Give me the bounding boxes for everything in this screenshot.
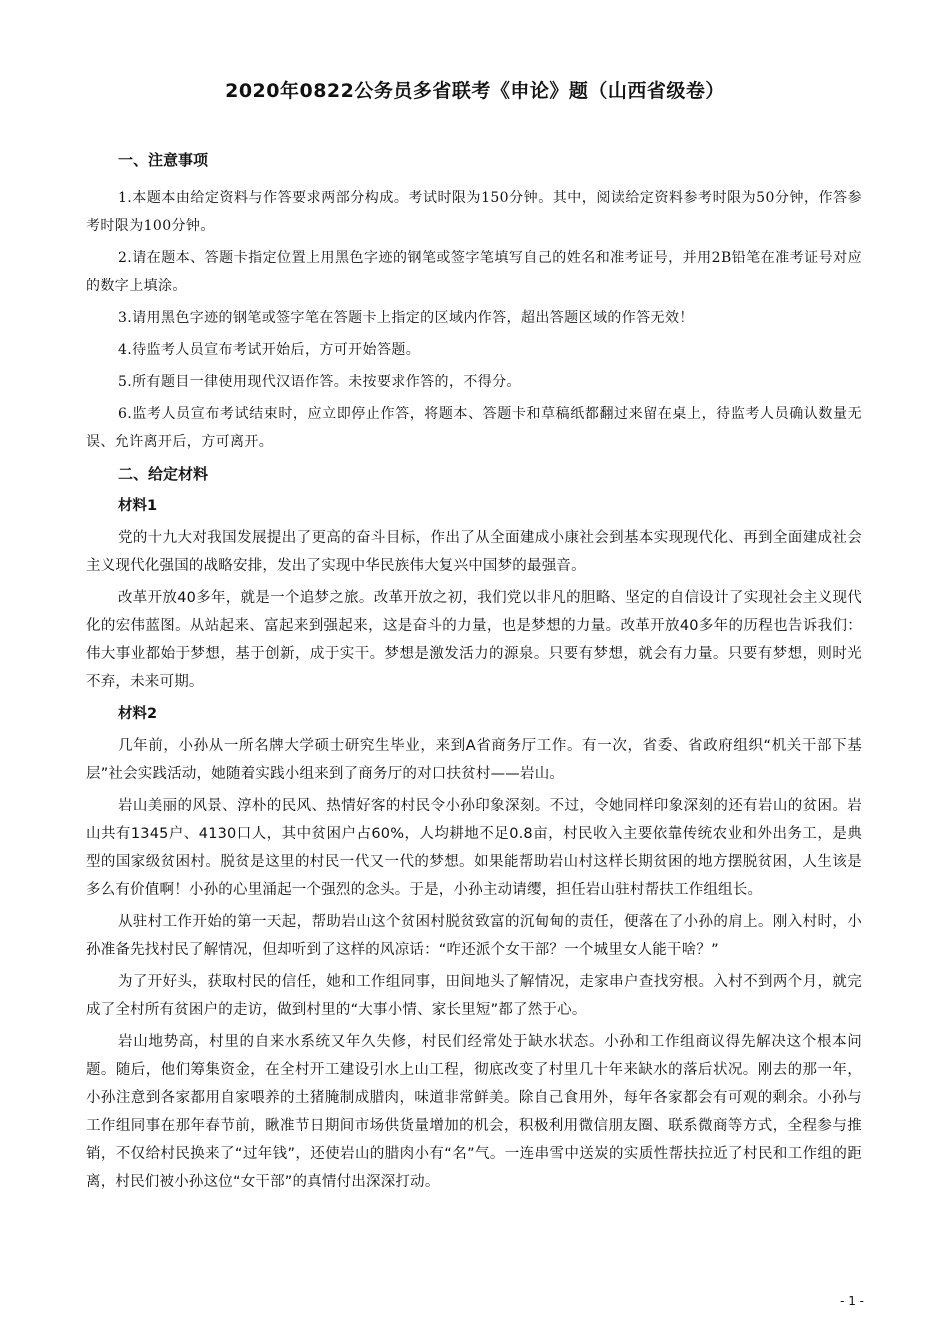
document-title: 2020年0822公务员多省联考《申论》题（山西省级卷） <box>225 80 725 102</box>
notes-heading: 一、注意事项 <box>118 151 209 169</box>
note-item-6: 6.监考人员宣布考试结束时，应立即停止作答，将题本、答题卡和草稿纸都翻过来留在桌上，待监考人员确认数量无误、允许离开后，方可离开。 <box>86 406 862 450</box>
material-2-para-4: 为了开好头，获取村民的信任，她和工作组同事，田间地头了解情况，走家串户查找穷根。入村不到两个月，就完成了全村所有贫困户的走访，做到村里的“大事小情、家长里短”都了然于心。 <box>86 974 862 1018</box>
material-1-label: 材料1 <box>118 498 158 514</box>
note-item-1: 1.本题本由给定资料与作答要求两部分构成。考试时限为150分钟。其中，阅读给定资料参考时限为50分钟，作答参考时限为100分钟。 <box>86 190 862 234</box>
notes-section <box>86 146 862 456</box>
note-item-4: 4.待监考人员宣布考试开始后，方可开始答题。 <box>118 342 421 358</box>
material-2-para-2: 岩山美丽的风景、淳朴的民风、热情好客的村民令小孙印象深刻。不过，令她同样印象深刻的还有岩山的贫困。岩山共有1345户、4130口人，其中贫困户占60%，人均耕地不足0.8亩，村民收入主要依靠传统农业和外出务工，是典型的国家级贫困村。脱贫是这里的村民一代又一代的梦想。如果能帮助岩山村这样长期贫困的地方摆脱贫困，人生该是多么有价值啊！小孙的心里涌起一个强烈的念头。于是，小孙主动请缨，担任岩山驻村帮扶工作组组长。 <box>86 798 862 898</box>
material-2-para-5: 岩山地势高，村里的自来水系统又年久失修，村民们经常处于缺水状态。小孙和工作组商议得先解决这个根本问题。随后，他们筹集资金，在全村开工建设引水上山工程，彻底改变了村里几十年来缺水的落后状况。刚去的那一年，小孙注意到各家都用自家喂养的土猪腌制成腊肉，味道非常鲜美。除自己食用外，每年各家都会有可观的剩余。小孙与工作组同事在那年春节前，瞅准节日期间市场供货量增加的机会，积极利用微信朋友圈、联系微商等方式，全程参与推销，不仅给村民换来了“过年钱”，还使岩山的腊肉小有“名”气。一连串雪中送炭的实质性帮扶拉近了村民和工作组的距离，村民们被小孙这位“女干部”的真情付出深深打动。 <box>86 1034 862 1190</box>
materials-heading: 二、给定材料 <box>118 465 209 483</box>
material-2-para-3: 从驻村工作开始的第一天起，帮助岩山这个贫困村脱贫致富的沉甸甸的责任，便落在了小孙的肩上。刚入村时，小孙准备先找村民了解情况，但却听到了这样的风凉话：“咋还派个女干部？一个城里女人能干啥？” <box>86 914 862 958</box>
note-item-5: 5.所有题目一律使用现代汉语作答。未按要求作答的，不得分。 <box>118 374 521 390</box>
materials-section <box>86 460 862 1196</box>
page-number: - 1 - <box>840 1294 864 1308</box>
material-1-para-1: 党的十九大对我国发展提出了更高的奋斗目标，作出了从全面建成小康社会到基本实现现代化、再到全面建成社会主义现代化强国的战略安排，发出了实现中华民族伟大复兴中国梦的最强音。 <box>86 530 862 574</box>
material-2-para-1: 几年前，小孙从一所名牌大学硕士研究生毕业，来到A省商务厅工作。有一次，省委、省政府组织“机关干部下基层”社会实践活动，她随着实践小组来到了商务厅的对口扶贫村——岩山。 <box>86 738 862 782</box>
material-1-para-2: 改革开放40多年，就是一个追梦之旅。改革开放之初，我们党以非凡的胆略、坚定的自信设计了实现社会主义现代化的宏伟蓝图。从站起来、富起来到强起来，这是奋斗的力量，也是梦想的力量。改革开放40多年的历程也告诉我们：伟大事业都始于梦想，基于创新，成于实干。梦想是激发活力的源泉。只要有梦想，就会有力量。只要有梦想，则时光不弃，未来可期。 <box>86 590 862 690</box>
document-body <box>86 146 862 1200</box>
note-item-3: 3.请用黑色字迹的钢笔或签字笔在答题卡上指定的区域内作答，超出答题区域的作答无效！ <box>118 310 694 326</box>
material-2-label: 材料2 <box>118 706 158 722</box>
note-item-2: 2.请在题本、答题卡指定位置上用黑色字迹的钢笔或签字笔填写自己的姓名和准考证号，并用2B铅笔在准考证号对应的数字上填涂。 <box>86 250 862 294</box>
